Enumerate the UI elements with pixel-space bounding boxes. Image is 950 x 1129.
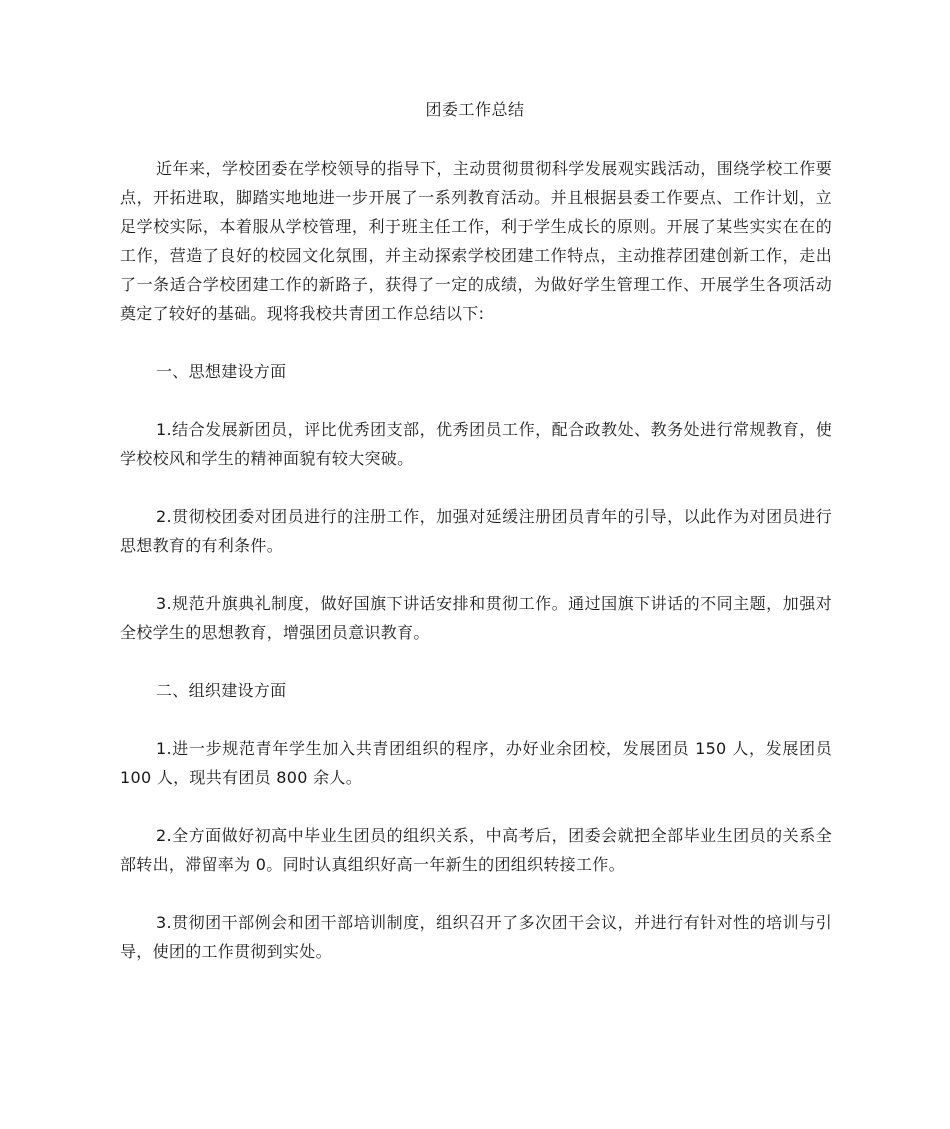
section-heading-ideology: 一、思想建设方面 [156, 362, 287, 381]
section-heading-organization: 二、组织建设方面 [156, 681, 287, 700]
ideology-item-3: 3.规范升旗典礼制度，做好国旗下讲话安排和贯彻工作。通过国旗下讲话的不同主题，加强对全校学生的思想教育，增强团员意识教育。 [120, 594, 832, 642]
ideology-item-2: 2.贯彻校团委对团员进行的注册工作，加强对延缓注册团员青年的引导，以此作为对团员进行思想教育的有利条件。 [120, 507, 832, 555]
organization-item-1: 1.进一步规范青年学生加入共青团组织的程序，办好业余团校，发展团员 150 人，发展团员 100 人，现共有团员 800 余人。 [120, 739, 832, 787]
organization-item-3: 3.贯彻团干部例会和团干部培训制度，组织召开了多次团干会议，并进行有针对性的培训与引导，使团的工作贯彻到实处。 [120, 913, 832, 961]
document-title: 团委工作总结 [425, 100, 525, 119]
organization-item-2: 2.全方面做好初高中毕业生团员的组织关系，中高考后，团委会就把全部毕业生团员的关系全部转出，滞留率为 0。同时认真组织好高一年新生的团组织转接工作。 [120, 826, 832, 874]
ideology-item-1: 1.结合发展新团员，评比优秀团支部，优秀团员工作，配合政教处、教务处进行常规教育，使学校校风和学生的精神面貌有较大突破。 [120, 420, 832, 468]
document-body [120, 154, 832, 995]
intro-paragraph: 近年来，学校团委在学校领导的指导下，主动贯彻贯彻科学发展观实践活动，围绕学校工作要点，开拓进取，脚踏实地地进一步开展了一系列教育活动。并且根据县委工作要点、工作计划，立足学校实际，本着服从学校管理，利于班主任工作，利于学生成长的原则。开展了某些实实在在的工作，营造了良好的校园文化氛围，并主动探索学校团建工作特点，主动推荐团建创新工作，走出了一条适合学校团建工作的新路子，获得了一定的成绩，为做好学生管理工作、开展学生各项活动奠定了较好的基础。现将我校共青团工作总结以下: [120, 159, 832, 323]
